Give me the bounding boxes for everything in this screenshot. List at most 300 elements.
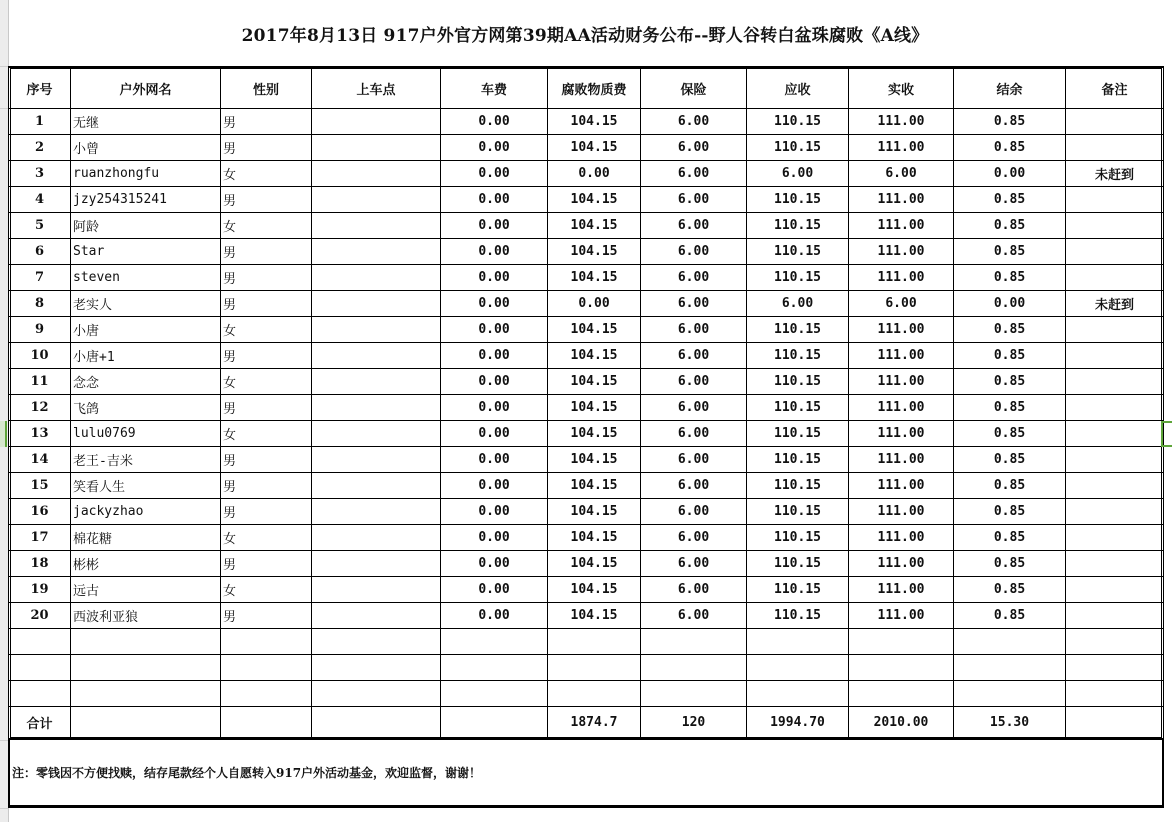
col-header-no[interactable]: 序号 xyxy=(9,68,71,109)
cell-gender[interactable]: 女 xyxy=(221,161,312,187)
cell-gender[interactable]: 女 xyxy=(221,525,312,551)
cell-paid[interactable]: 111.00 xyxy=(849,603,954,629)
cell-pickup[interactable] xyxy=(312,291,441,317)
cell-remark[interactable] xyxy=(1066,473,1164,499)
cell-due[interactable]: 110.15 xyxy=(747,109,849,135)
cell-gender[interactable]: 男 xyxy=(221,499,312,525)
cell-name[interactable]: 小唐+1 xyxy=(71,343,221,369)
cell-fare[interactable]: 0.00 xyxy=(441,447,548,473)
empty-cell[interactable] xyxy=(954,655,1066,681)
cell-paid[interactable]: 6.00 xyxy=(849,161,954,187)
cell-due[interactable]: 110.15 xyxy=(747,603,849,629)
cell-pickup[interactable] xyxy=(312,239,441,265)
cell-remark[interactable] xyxy=(1066,213,1164,239)
cell-food[interactable]: 104.15 xyxy=(548,109,641,135)
cell-balance[interactable]: 0.85 xyxy=(954,109,1066,135)
cell-paid[interactable]: 111.00 xyxy=(849,525,954,551)
cell-no[interactable]: 1 xyxy=(9,109,71,135)
cell-name[interactable]: 念念 xyxy=(71,369,221,395)
total-due[interactable]: 1994.70 xyxy=(747,707,849,739)
table-row xyxy=(9,161,1164,187)
cell-remark[interactable] xyxy=(1066,499,1164,525)
cell-pickup[interactable] xyxy=(312,421,441,447)
empty-cell[interactable] xyxy=(71,707,221,739)
cell-remark[interactable]: 未赶到 xyxy=(1066,291,1164,317)
cell-food[interactable]: 104.15 xyxy=(548,213,641,239)
table-row xyxy=(9,317,1164,343)
cell-paid[interactable]: 111.00 xyxy=(849,187,954,213)
cell-insurance[interactable]: 6.00 xyxy=(641,473,747,499)
table-row xyxy=(9,239,1164,265)
empty-cell[interactable] xyxy=(312,681,441,707)
cell-paid[interactable]: 111.00 xyxy=(849,213,954,239)
cell-due[interactable]: 110.15 xyxy=(747,525,849,551)
cell-name[interactable]: steven xyxy=(71,265,221,291)
cell-insurance[interactable]: 6.00 xyxy=(641,317,747,343)
cell-due[interactable]: 110.15 xyxy=(747,265,849,291)
cell-food[interactable]: 104.15 xyxy=(548,317,641,343)
cell-remark[interactable] xyxy=(1066,421,1164,447)
cell-food[interactable]: 104.15 xyxy=(548,421,641,447)
col-header-remark[interactable]: 备注 xyxy=(1066,68,1164,109)
total-row xyxy=(9,707,1164,739)
cell-food[interactable]: 104.15 xyxy=(548,473,641,499)
total-paid[interactable]: 2010.00 xyxy=(849,707,954,739)
col-header-paid[interactable]: 实收 xyxy=(849,68,954,109)
cell-name[interactable]: 西波利亚狼 xyxy=(71,603,221,629)
cell-name[interactable]: ruanzhongfu xyxy=(71,161,221,187)
empty-cell[interactable] xyxy=(849,655,954,681)
cell-no[interactable]: 5 xyxy=(9,213,71,239)
empty-cell[interactable] xyxy=(747,681,849,707)
cell-fare[interactable]: 0.00 xyxy=(441,603,548,629)
cell-fare[interactable]: 0.00 xyxy=(441,499,548,525)
cell-food[interactable]: 104.15 xyxy=(548,369,641,395)
cell-paid[interactable]: 111.00 xyxy=(849,109,954,135)
cell-insurance[interactable]: 6.00 xyxy=(641,265,747,291)
cell-insurance[interactable]: 6.00 xyxy=(641,187,747,213)
cell-gender[interactable]: 男 xyxy=(221,239,312,265)
empty-cell[interactable] xyxy=(71,655,221,681)
empty-cell[interactable] xyxy=(641,681,747,707)
cell-balance[interactable]: 0.85 xyxy=(954,239,1066,265)
cell-food[interactable]: 104.15 xyxy=(548,343,641,369)
cell-insurance[interactable]: 6.00 xyxy=(641,395,747,421)
cell-paid[interactable]: 111.00 xyxy=(849,551,954,577)
table-row xyxy=(9,135,1164,161)
cell-insurance[interactable]: 6.00 xyxy=(641,525,747,551)
cell-gender[interactable]: 女 xyxy=(221,421,312,447)
col-header-name[interactable]: 户外网名 xyxy=(71,68,221,109)
cell-name[interactable]: 老王-吉米 xyxy=(71,447,221,473)
cell-due[interactable]: 110.15 xyxy=(747,395,849,421)
cell-paid[interactable]: 111.00 xyxy=(849,239,954,265)
cell-remark[interactable] xyxy=(1066,603,1164,629)
empty-cell[interactable] xyxy=(548,681,641,707)
cell-remark[interactable] xyxy=(1066,395,1164,421)
cell-insurance[interactable]: 6.00 xyxy=(641,343,747,369)
cell-insurance[interactable]: 6.00 xyxy=(641,603,747,629)
cell-food[interactable]: 104.15 xyxy=(548,525,641,551)
cell-name[interactable]: 笑看人生 xyxy=(71,473,221,499)
empty-cell[interactable] xyxy=(849,681,954,707)
cell-name[interactable]: lulu0769 xyxy=(71,421,221,447)
col-header-food[interactable]: 腐败物质费 xyxy=(548,68,641,109)
table-row xyxy=(9,265,1164,291)
empty-cell[interactable] xyxy=(954,681,1066,707)
cell-paid[interactable]: 6.00 xyxy=(849,291,954,317)
cell-no[interactable]: 18 xyxy=(9,551,71,577)
cell-name[interactable]: jackyzhao xyxy=(71,499,221,525)
selected-row-header[interactable] xyxy=(0,421,7,447)
cell-food[interactable]: 0.00 xyxy=(548,291,641,317)
cell-fare[interactable]: 0.00 xyxy=(441,421,548,447)
cell-gender[interactable]: 男 xyxy=(221,343,312,369)
cell-name[interactable]: 棉花糖 xyxy=(71,525,221,551)
cell-gender[interactable]: 男 xyxy=(221,395,312,421)
cell-gender[interactable]: 男 xyxy=(221,603,312,629)
cell-balance[interactable]: 0.85 xyxy=(954,317,1066,343)
cell-remark[interactable] xyxy=(1066,447,1164,473)
table-row xyxy=(9,395,1164,421)
cell-remark[interactable] xyxy=(1066,525,1164,551)
table-row xyxy=(9,447,1164,473)
header-row xyxy=(9,68,1164,109)
cell-remark[interactable] xyxy=(1066,551,1164,577)
cell-pickup[interactable] xyxy=(312,109,441,135)
empty-cell[interactable] xyxy=(9,629,71,655)
cell-name[interactable]: 小曾 xyxy=(71,135,221,161)
cell-gender[interactable]: 男 xyxy=(221,447,312,473)
empty-cell[interactable] xyxy=(641,655,747,681)
cell-paid[interactable]: 111.00 xyxy=(849,395,954,421)
table-row xyxy=(9,109,1164,135)
cell-remark[interactable] xyxy=(1066,369,1164,395)
cell-name[interactable]: 彬彬 xyxy=(71,551,221,577)
cell-fare[interactable]: 0.00 xyxy=(441,317,548,343)
cell-remark[interactable] xyxy=(1066,135,1164,161)
cell-gender[interactable]: 男 xyxy=(221,291,312,317)
cell-pickup[interactable] xyxy=(312,499,441,525)
empty-cell[interactable] xyxy=(441,655,548,681)
cell-gender[interactable]: 男 xyxy=(221,135,312,161)
cell-balance[interactable]: 0.85 xyxy=(954,551,1066,577)
cell-insurance[interactable]: 6.00 xyxy=(641,291,747,317)
table-row xyxy=(9,343,1164,369)
cell-balance[interactable]: 0.85 xyxy=(954,135,1066,161)
cell-no[interactable]: 12 xyxy=(9,395,71,421)
empty-cell[interactable] xyxy=(221,655,312,681)
cell-name[interactable]: 飞鸽 xyxy=(71,395,221,421)
cell-pickup[interactable] xyxy=(312,551,441,577)
cell-fare[interactable]: 0.00 xyxy=(441,291,548,317)
empty-cell[interactable] xyxy=(441,681,548,707)
cell-due[interactable]: 110.15 xyxy=(747,421,849,447)
cell-no[interactable]: 9 xyxy=(9,317,71,343)
cell-gender[interactable]: 男 xyxy=(221,473,312,499)
cell-gender[interactable]: 女 xyxy=(221,577,312,603)
cell-fare[interactable]: 0.00 xyxy=(441,343,548,369)
cell-balance[interactable]: 0.85 xyxy=(954,395,1066,421)
cell-fare[interactable]: 0.00 xyxy=(441,135,548,161)
cell-due[interactable]: 110.15 xyxy=(747,369,849,395)
cell-food[interactable]: 104.15 xyxy=(548,499,641,525)
cell-balance[interactable]: 0.85 xyxy=(954,603,1066,629)
row-header-divider xyxy=(0,108,8,109)
cell-pickup[interactable] xyxy=(312,213,441,239)
cell-insurance[interactable]: 6.00 xyxy=(641,447,747,473)
cell-paid[interactable]: 111.00 xyxy=(849,499,954,525)
cell-no[interactable]: 13 xyxy=(9,421,71,447)
cell-fare[interactable]: 0.00 xyxy=(441,213,548,239)
cell-due[interactable]: 110.15 xyxy=(747,499,849,525)
cell-due[interactable]: 6.00 xyxy=(747,291,849,317)
cell-balance[interactable]: 0.85 xyxy=(954,499,1066,525)
table-row xyxy=(9,291,1164,317)
empty-cell[interactable] xyxy=(441,629,548,655)
empty-cell[interactable] xyxy=(71,629,221,655)
empty-cell[interactable] xyxy=(221,629,312,655)
empty-cell[interactable] xyxy=(641,629,747,655)
total-food[interactable]: 1874.7 xyxy=(548,707,641,739)
cell-balance[interactable]: 0.00 xyxy=(954,161,1066,187)
cell-paid[interactable]: 111.00 xyxy=(849,369,954,395)
cell-insurance[interactable]: 6.00 xyxy=(641,421,747,447)
cell-pickup[interactable] xyxy=(312,447,441,473)
cell-balance[interactable]: 0.00 xyxy=(954,291,1066,317)
cell-fare[interactable]: 0.00 xyxy=(441,109,548,135)
cell-insurance[interactable]: 6.00 xyxy=(641,109,747,135)
cell-paid[interactable]: 111.00 xyxy=(849,135,954,161)
cell-food[interactable]: 104.15 xyxy=(548,447,641,473)
cell-balance[interactable]: 0.85 xyxy=(954,213,1066,239)
cell-paid[interactable]: 111.00 xyxy=(849,265,954,291)
cell-gender[interactable]: 女 xyxy=(221,317,312,343)
cell-name[interactable]: 无继 xyxy=(71,109,221,135)
cell-gender[interactable]: 男 xyxy=(221,551,312,577)
empty-cell[interactable] xyxy=(548,629,641,655)
cell-balance[interactable]: 0.85 xyxy=(954,187,1066,213)
table-row xyxy=(9,421,1164,447)
cell-pickup[interactable] xyxy=(312,525,441,551)
total-insurance[interactable]: 120 xyxy=(641,707,747,739)
cell-remark[interactable] xyxy=(1066,317,1164,343)
cell-insurance[interactable]: 6.00 xyxy=(641,499,747,525)
cell-food[interactable]: 104.15 xyxy=(548,603,641,629)
empty-cell[interactable] xyxy=(1066,655,1164,681)
cell-paid[interactable]: 111.00 xyxy=(849,343,954,369)
cell-remark[interactable] xyxy=(1066,187,1164,213)
col-header-insurance[interactable]: 保险 xyxy=(641,68,747,109)
cell-insurance[interactable]: 6.00 xyxy=(641,239,747,265)
empty-row xyxy=(9,655,1164,681)
cell-no[interactable]: 10 xyxy=(9,343,71,369)
cell-pickup[interactable] xyxy=(312,161,441,187)
cell-pickup[interactable] xyxy=(312,369,441,395)
footnote-text: 注：零钱因不方便找赎，结存尾款经个人自愿转入917户外活动基金，欢迎监督，谢谢！ xyxy=(12,766,482,780)
col-header-fare[interactable]: 车费 xyxy=(441,68,548,109)
cell-food[interactable]: 104.15 xyxy=(548,135,641,161)
cell-pickup[interactable] xyxy=(312,473,441,499)
cell-remark[interactable] xyxy=(1066,343,1164,369)
empty-cell[interactable] xyxy=(221,707,312,739)
table-row xyxy=(9,213,1164,239)
cell-fare[interactable]: 0.00 xyxy=(441,265,548,291)
cell-food[interactable]: 0.00 xyxy=(548,161,641,187)
cell-name[interactable]: 阿龄 xyxy=(71,213,221,239)
cell-paid[interactable]: 111.00 xyxy=(849,473,954,499)
footnote-cell[interactable] xyxy=(8,740,1164,808)
cell-no[interactable]: 20 xyxy=(9,603,71,629)
cell-remark[interactable]: 未赶到 xyxy=(1066,161,1164,187)
cell-no[interactable]: 4 xyxy=(9,187,71,213)
empty-cell[interactable] xyxy=(548,655,641,681)
cell-balance[interactable]: 0.85 xyxy=(954,577,1066,603)
cell-balance[interactable]: 0.85 xyxy=(954,343,1066,369)
col-header-gender[interactable]: 性别 xyxy=(221,68,312,109)
empty-cell[interactable] xyxy=(312,707,441,739)
empty-cell[interactable] xyxy=(747,655,849,681)
cell-pickup[interactable] xyxy=(312,603,441,629)
cell-food[interactable]: 104.15 xyxy=(548,551,641,577)
empty-cell[interactable] xyxy=(441,707,548,739)
table-row xyxy=(9,603,1164,629)
cell-due[interactable]: 110.15 xyxy=(747,135,849,161)
cell-pickup[interactable] xyxy=(312,265,441,291)
cell-balance[interactable]: 0.85 xyxy=(954,369,1066,395)
cell-fare[interactable]: 0.00 xyxy=(441,577,548,603)
selected-cell-edge xyxy=(1161,421,1172,447)
cell-no[interactable]: 7 xyxy=(9,265,71,291)
cell-due[interactable]: 110.15 xyxy=(747,577,849,603)
cell-remark[interactable] xyxy=(1066,265,1164,291)
cell-pickup[interactable] xyxy=(312,135,441,161)
cell-food[interactable]: 104.15 xyxy=(548,577,641,603)
cell-no[interactable]: 15 xyxy=(9,473,71,499)
cell-name[interactable]: Star xyxy=(71,239,221,265)
cell-pickup[interactable] xyxy=(312,577,441,603)
empty-cell[interactable] xyxy=(312,655,441,681)
cell-paid[interactable]: 111.00 xyxy=(849,447,954,473)
cell-gender[interactable]: 女 xyxy=(221,369,312,395)
cell-fare[interactable]: 0.00 xyxy=(441,551,548,577)
cell-no[interactable]: 8 xyxy=(9,291,71,317)
cell-balance[interactable]: 0.85 xyxy=(954,421,1066,447)
cell-no[interactable]: 16 xyxy=(9,499,71,525)
cell-name[interactable]: 小唐 xyxy=(71,317,221,343)
empty-cell[interactable] xyxy=(9,681,71,707)
cell-due[interactable]: 110.15 xyxy=(747,551,849,577)
cell-fare[interactable]: 0.00 xyxy=(441,395,548,421)
cell-due[interactable]: 6.00 xyxy=(747,161,849,187)
cell-no[interactable]: 2 xyxy=(9,135,71,161)
cell-gender[interactable]: 男 xyxy=(221,187,312,213)
empty-cell[interactable] xyxy=(9,655,71,681)
cell-balance[interactable]: 0.85 xyxy=(954,525,1066,551)
cell-due[interactable]: 110.15 xyxy=(747,447,849,473)
total-label[interactable]: 合计 xyxy=(9,707,71,739)
cell-gender[interactable]: 男 xyxy=(221,265,312,291)
cell-insurance[interactable]: 6.00 xyxy=(641,551,747,577)
cell-food[interactable]: 104.15 xyxy=(548,395,641,421)
empty-cell[interactable] xyxy=(1066,629,1164,655)
table-row xyxy=(9,187,1164,213)
cell-due[interactable]: 110.15 xyxy=(747,317,849,343)
empty-cell[interactable] xyxy=(312,629,441,655)
cell-paid[interactable]: 111.00 xyxy=(849,577,954,603)
cell-fare[interactable]: 0.00 xyxy=(441,525,548,551)
empty-cell[interactable] xyxy=(1066,707,1164,739)
cell-pickup[interactable] xyxy=(312,343,441,369)
cell-remark[interactable] xyxy=(1066,109,1164,135)
cell-no[interactable]: 17 xyxy=(9,525,71,551)
cell-pickup[interactable] xyxy=(312,317,441,343)
cell-pickup[interactable] xyxy=(312,187,441,213)
cell-food[interactable]: 104.15 xyxy=(548,265,641,291)
cell-fare[interactable]: 0.00 xyxy=(441,473,548,499)
cell-fare[interactable]: 0.00 xyxy=(441,369,548,395)
cell-due[interactable]: 110.15 xyxy=(747,239,849,265)
cell-no[interactable]: 3 xyxy=(9,161,71,187)
sheet-title[interactable]: 2017年8月13日 917户外官方网第39期AA活动财务公布--野人谷转白盆珠腐败《A线》 xyxy=(241,25,929,46)
total-balance[interactable]: 15.30 xyxy=(954,707,1066,739)
table-row xyxy=(9,577,1164,603)
cell-due[interactable]: 110.15 xyxy=(747,343,849,369)
cell-insurance[interactable]: 6.00 xyxy=(641,135,747,161)
cell-balance[interactable]: 0.85 xyxy=(954,473,1066,499)
cell-remark[interactable] xyxy=(1066,239,1164,265)
cell-no[interactable]: 19 xyxy=(9,577,71,603)
cell-no[interactable]: 11 xyxy=(9,369,71,395)
cell-fare[interactable]: 0.00 xyxy=(441,161,548,187)
col-header-due[interactable]: 应收 xyxy=(747,68,849,109)
cell-food[interactable]: 104.15 xyxy=(548,239,641,265)
cell-insurance[interactable]: 6.00 xyxy=(641,161,747,187)
row-header-divider xyxy=(0,66,8,67)
empty-cell[interactable] xyxy=(71,681,221,707)
cell-name[interactable]: 远古 xyxy=(71,577,221,603)
cell-pickup[interactable] xyxy=(312,395,441,421)
cell-gender[interactable]: 男 xyxy=(221,109,312,135)
cell-paid[interactable]: 111.00 xyxy=(849,421,954,447)
cell-insurance[interactable]: 6.00 xyxy=(641,213,747,239)
cell-insurance[interactable]: 6.00 xyxy=(641,577,747,603)
empty-cell[interactable] xyxy=(954,629,1066,655)
cell-due[interactable]: 110.15 xyxy=(747,473,849,499)
empty-cell[interactable] xyxy=(221,681,312,707)
cell-name[interactable]: 老实人 xyxy=(71,291,221,317)
col-header-pickup[interactable]: 上车点 xyxy=(312,68,441,109)
cell-insurance[interactable]: 6.00 xyxy=(641,369,747,395)
empty-cell[interactable] xyxy=(1066,681,1164,707)
cell-name[interactable]: jzy254315241 xyxy=(71,187,221,213)
cell-fare[interactable]: 0.00 xyxy=(441,187,548,213)
empty-cell[interactable] xyxy=(747,629,849,655)
empty-cell[interactable] xyxy=(849,629,954,655)
cell-due[interactable]: 110.15 xyxy=(747,213,849,239)
cell-fare[interactable]: 0.00 xyxy=(441,239,548,265)
cell-due[interactable]: 110.15 xyxy=(747,187,849,213)
cell-food[interactable]: 104.15 xyxy=(548,187,641,213)
cell-no[interactable]: 14 xyxy=(9,447,71,473)
cell-balance[interactable]: 0.85 xyxy=(954,265,1066,291)
col-header-balance[interactable]: 结余 xyxy=(954,68,1066,109)
cell-gender[interactable]: 女 xyxy=(221,213,312,239)
cell-balance[interactable]: 0.85 xyxy=(954,447,1066,473)
cell-paid[interactable]: 111.00 xyxy=(849,317,954,343)
cell-remark[interactable] xyxy=(1066,577,1164,603)
cell-no[interactable]: 6 xyxy=(9,239,71,265)
